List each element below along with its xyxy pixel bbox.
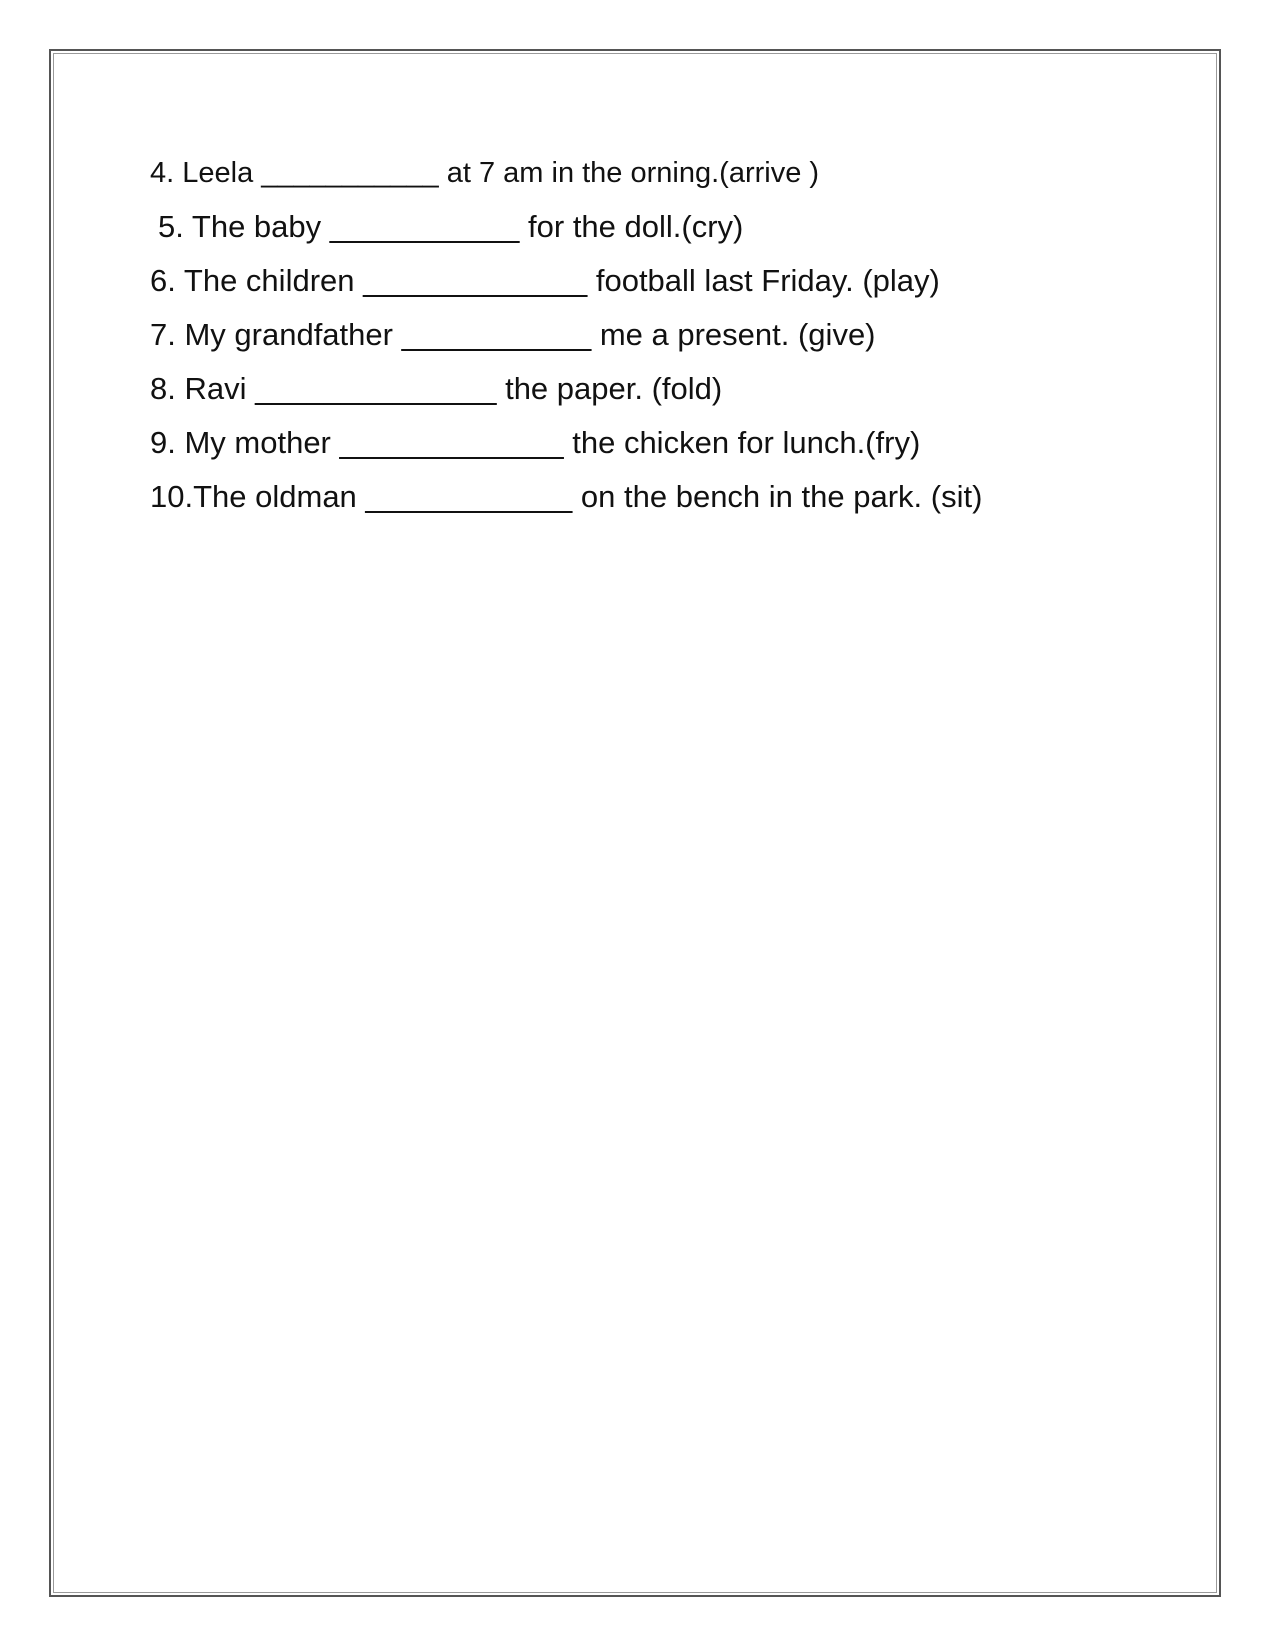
question-5: 5. The baby ___________ for the doll.(cry) xyxy=(158,209,744,244)
question-7: 7. My grandfather ___________ me a present. (give) xyxy=(150,317,876,352)
question-10: 10.The oldman ____________ on the bench in the park. (sit) xyxy=(150,479,983,514)
question-6: 6. The children _____________ football last Friday. (play) xyxy=(150,263,940,298)
question-8: 8. Ravi ______________ the paper. (fold) xyxy=(150,371,723,406)
question-9: 9. My mother _____________ the chicken for lunch.(fry) xyxy=(150,425,921,460)
question-4: 4. Leela ___________ at 7 am in the orning.(arrive ) xyxy=(150,157,820,189)
